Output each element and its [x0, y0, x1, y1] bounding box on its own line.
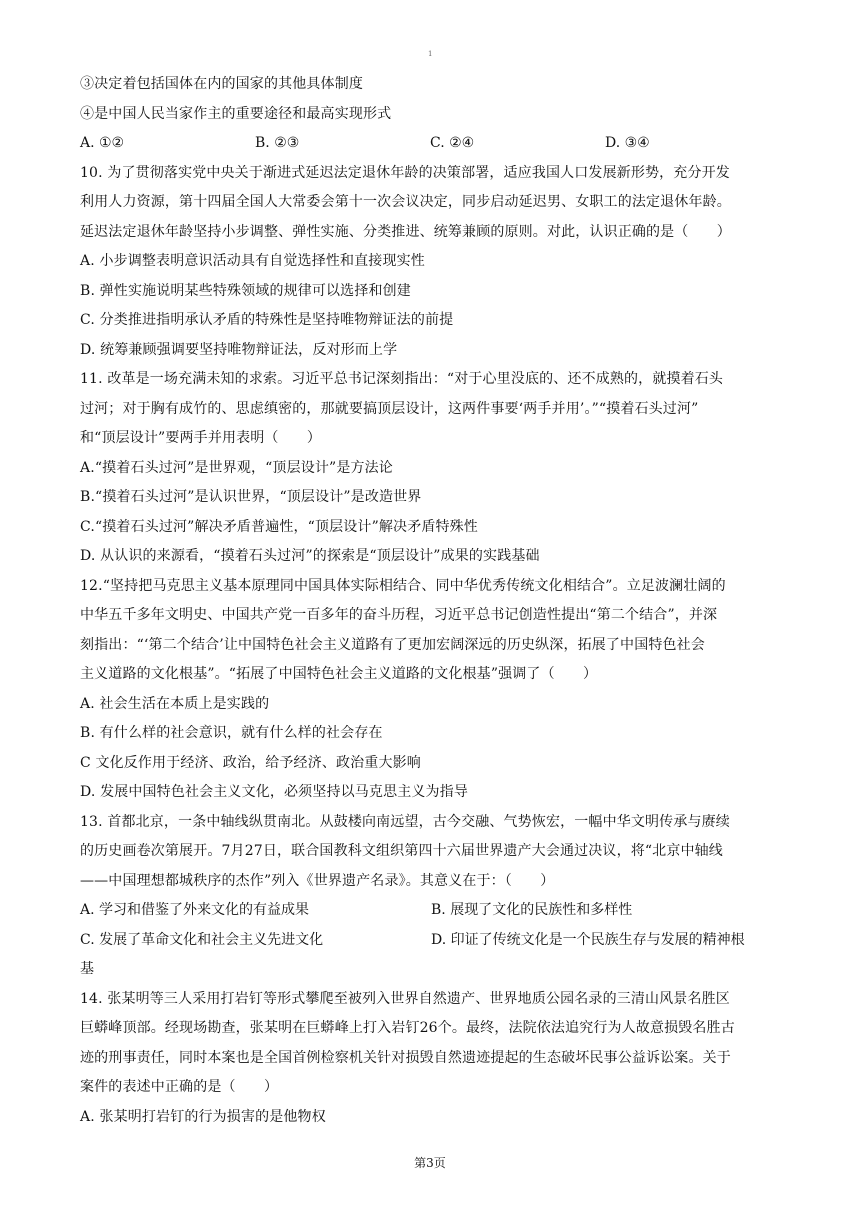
q13-stem-line: ——中国理想都城秩序的杰作”列入《世界遗产名录》。其意义在于：（ ） — [80, 872, 555, 889]
q14-option-a: A. 张某明打岩钉的行为损害的是他物权 — [80, 1108, 326, 1125]
q11-option-a: A.“摸着石头过河”是世界观，“顶层设计”是方法论 — [80, 459, 393, 476]
document-body — [80, 70, 782, 1132]
q14-stem-line: 14. 张某明等三人采用打岩钉等形式攀爬至被列入世界自然遗产、世界地质公园名录的三清山风景名胜区 — [80, 990, 730, 1007]
q13-option-b: B. 展现了文化的民族性和多样性 — [431, 902, 633, 918]
q13-option-c: C. 发展了革命文化和社会主义先进文化 — [80, 931, 324, 948]
q12-stem-line: 12.“坚持把马克思主义基本原理同中国具体实际相结合、同中华优秀传统文化相结合”。立足波澜壮阔的 — [80, 577, 726, 594]
q10-option-d: D. 统筹兼顾强调要坚持唯物辩证法，反对形而上学 — [80, 341, 398, 358]
q9-statement-4: ④是中国人民当家作主的重要途径和最高实现形式 — [80, 105, 392, 122]
q13-stem-line: 13. 首都北京，一条中轴线纵贯南北。从鼓楼向南远望，古今交融、气势恢宏，一幅中华文明传承与赓续 — [80, 813, 730, 830]
q11-option-c: C.“摸着石头过河”解决矛盾普遍性，“顶层设计”解决矛盾特殊性 — [80, 518, 478, 535]
q10-option-b: B. 弹性实施说明某些特殊领域的规律可以选择和创建 — [80, 282, 411, 299]
q14-stem-line: 迹的刑事责任，同时本案也是全国首例检察机关针对损毁自然遗迹提起的生态破坏民事公益诉讼案。关于 — [80, 1049, 731, 1066]
q14-stem-line: 巨蟒峰顶部。经现场勘查，张某明在巨蟒峰上打入岩钉26个。最终，法院依法追究行为人故意损毁名胜古 — [80, 1020, 735, 1036]
page-top-mark: 1 — [428, 50, 433, 58]
q9-option-b: B. ②③ — [255, 135, 300, 151]
q11-option-d: D. 从认识的来源看，“摸着石头过河”的探索是“顶层设计”成果的实践基础 — [80, 548, 540, 564]
page-number: 第3页 — [414, 1156, 446, 1170]
q12-option-a: A. 社会生活在本质上是实践的 — [80, 695, 270, 712]
q11-stem-line: 11. 改革是一场充满未知的求索。习近平总书记深刻指出：“对于心里没底的、还不成熟的，就摸着石头 — [80, 371, 724, 387]
q9-option-c: C. ②④ — [430, 135, 475, 151]
q12-stem-line: 主义道路的文化根基”。“拓展了中国特色社会主义道路的文化根基”强调了（ ） — [80, 666, 598, 682]
q14-stem-line: 案件的表述中正确的是（ ） — [80, 1079, 279, 1095]
q12-option-d: D. 发展中国特色社会主义文化，必须坚持以马克思主义为指导 — [80, 784, 468, 800]
q13-option-a: A. 学习和借鉴了外来文化的有益成果 — [80, 902, 310, 918]
q12-option-b: B. 有什么样的社会意识，就有什么样的社会存在 — [80, 725, 383, 741]
q11-stem-line: 和“顶层设计”要两手并用表明（ ） — [80, 430, 322, 446]
q13-stem-line: 的历史画卷次第展开。7月27日，联合国教科文组织第四十六届世界遗产大会通过决议，将“北京中轴线 — [80, 843, 723, 859]
q10-stem-line: 10. 为了贯彻落实党中央关于渐进式延迟法定退休年龄的决策部署，适应我国人口发展新形势，充分开发 — [80, 164, 730, 181]
q10-stem-line: 利用人力资源，第十四届全国人大常委会第十一次会议决定，同步启动延迟男、女职工的法定退休年龄。 — [80, 194, 731, 210]
q9-options — [80, 129, 782, 159]
q10-option-a: A. 小步调整表明意识活动具有自觉选择性和直接现实性 — [80, 253, 425, 269]
q12-stem-line: 中华五千多年文明史、中国共产党一百多年的奋斗历程，习近平总书记创造性提出“第二个结合”，并深 — [80, 607, 718, 623]
q9-statement-3: ③决定着包括国体在内的国家的其他具体制度 — [80, 76, 363, 92]
q11-option-b: B.“摸着石头过河”是认识世界，“顶层设计”是改造世界 — [80, 489, 422, 505]
q9-option-d: D. ③④ — [605, 135, 650, 151]
q11-stem-line: 过河；对于胸有成竹的、思虑缜密的，那就要搞顶层设计，这两件事要‘两手并用’。”“摸着石头过河” — [80, 400, 699, 417]
q13-options-row — [80, 896, 782, 926]
q9-option-a: A. ①② — [80, 135, 125, 151]
q10-stem-line: 延迟法定退休年龄坚持小步调整、弹性实施、分类推进、统筹兼顾的原则。对此，认识正确的是（ ） — [80, 223, 731, 240]
q13-option-d: D. 印证了传统文化是一个民族生存与发展的精神根 — [431, 931, 745, 948]
q12-option-c: C 文化反作用于经济、政治，给予经济、政治重大影响 — [80, 754, 421, 771]
q13-option-d-continuation: 基 — [80, 961, 95, 977]
q10-option-c: C. 分类推进指明承认矛盾的特殊性是坚持唯物辩证法的前提 — [80, 312, 454, 328]
q12-stem-line: 刻指出：“‘第二个结合’让中国特色社会主义道路有了更加宏阔深远的历史纵深，拓展了中国特色社会 — [80, 636, 705, 653]
q13-options-row — [80, 926, 782, 956]
